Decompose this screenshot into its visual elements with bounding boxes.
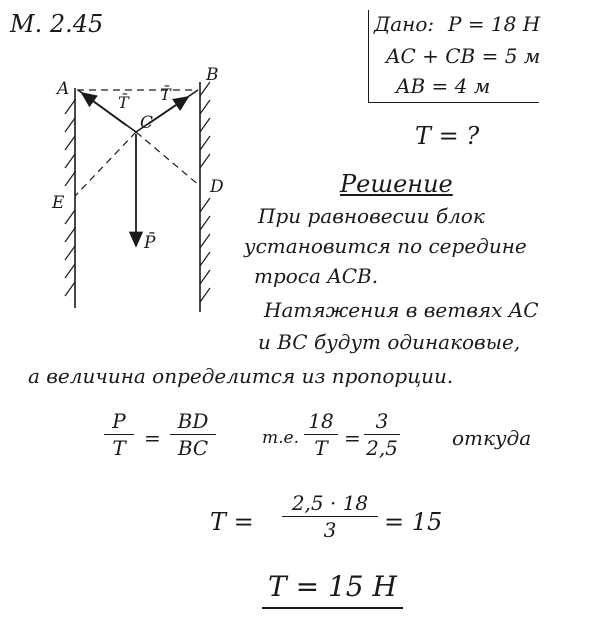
label-tension-left: T̄ <box>118 93 129 112</box>
solution-line-2: установится по середине <box>244 234 527 258</box>
eq3-num: 2,5 · 18 <box>291 491 369 515</box>
given-wall-distance: AB = 4 м <box>396 74 491 98</box>
label-tension-right: T̄ <box>160 85 171 104</box>
dashed-line-ce <box>75 132 136 196</box>
eq2-right-num: 3 <box>375 409 389 433</box>
solution-line-6: а величина определится из пропорции. <box>28 364 454 388</box>
eq3-right: = 15 <box>384 508 443 536</box>
eq2-left-den: T <box>314 436 328 460</box>
eq2-left-fraction <box>304 410 338 459</box>
eq2-left-num: 18 <box>308 409 334 433</box>
solution-line-1: При равновесии блок <box>258 204 485 228</box>
eq2-equals: = <box>344 426 361 450</box>
right-wall-hatching <box>200 82 210 302</box>
eq1-right-den: BC <box>177 436 209 460</box>
eq1-equals: = <box>144 426 161 450</box>
left-wall-hatching <box>65 100 75 296</box>
solution-heading: Решение <box>340 170 453 198</box>
eq3-den: 3 <box>323 518 337 542</box>
eq1-left-num: P <box>112 409 126 433</box>
given-rope-length: AC + CB = 5 м <box>386 44 541 68</box>
label-weight: P̄ <box>144 233 156 253</box>
question: T = ? <box>415 122 480 150</box>
whence-label: откуда <box>452 426 532 450</box>
solution-line-3: троса ACB. <box>254 264 379 288</box>
label-c: C <box>140 113 154 133</box>
eq1-left-den: T <box>112 436 126 460</box>
final-answer: T = 15 H <box>262 570 403 609</box>
eq1-left-fraction <box>104 410 134 459</box>
eq1-right-num: BD <box>177 409 209 433</box>
eq1-right-fraction <box>170 410 216 459</box>
dashed-line-cd <box>136 132 200 186</box>
label-d: D <box>210 177 224 197</box>
eq2-right-fraction <box>364 410 400 459</box>
solution-line-5: и BC будут одинаковые, <box>258 330 521 354</box>
label-a: A <box>57 79 70 99</box>
solution-line-4: Натяжения в ветвях AC <box>264 298 539 322</box>
eq3-left: T = <box>210 508 254 536</box>
label-e: E <box>52 193 65 213</box>
ie-label: т.е. <box>262 428 299 448</box>
given-label: Дано: <box>374 12 435 36</box>
eq3-fraction <box>282 492 378 541</box>
problem-number: М. 2.45 <box>10 10 104 38</box>
given-weight: P = 18 H <box>448 12 541 36</box>
eq2-right-den: 2,5 <box>366 436 398 460</box>
label-b: B <box>206 65 219 85</box>
